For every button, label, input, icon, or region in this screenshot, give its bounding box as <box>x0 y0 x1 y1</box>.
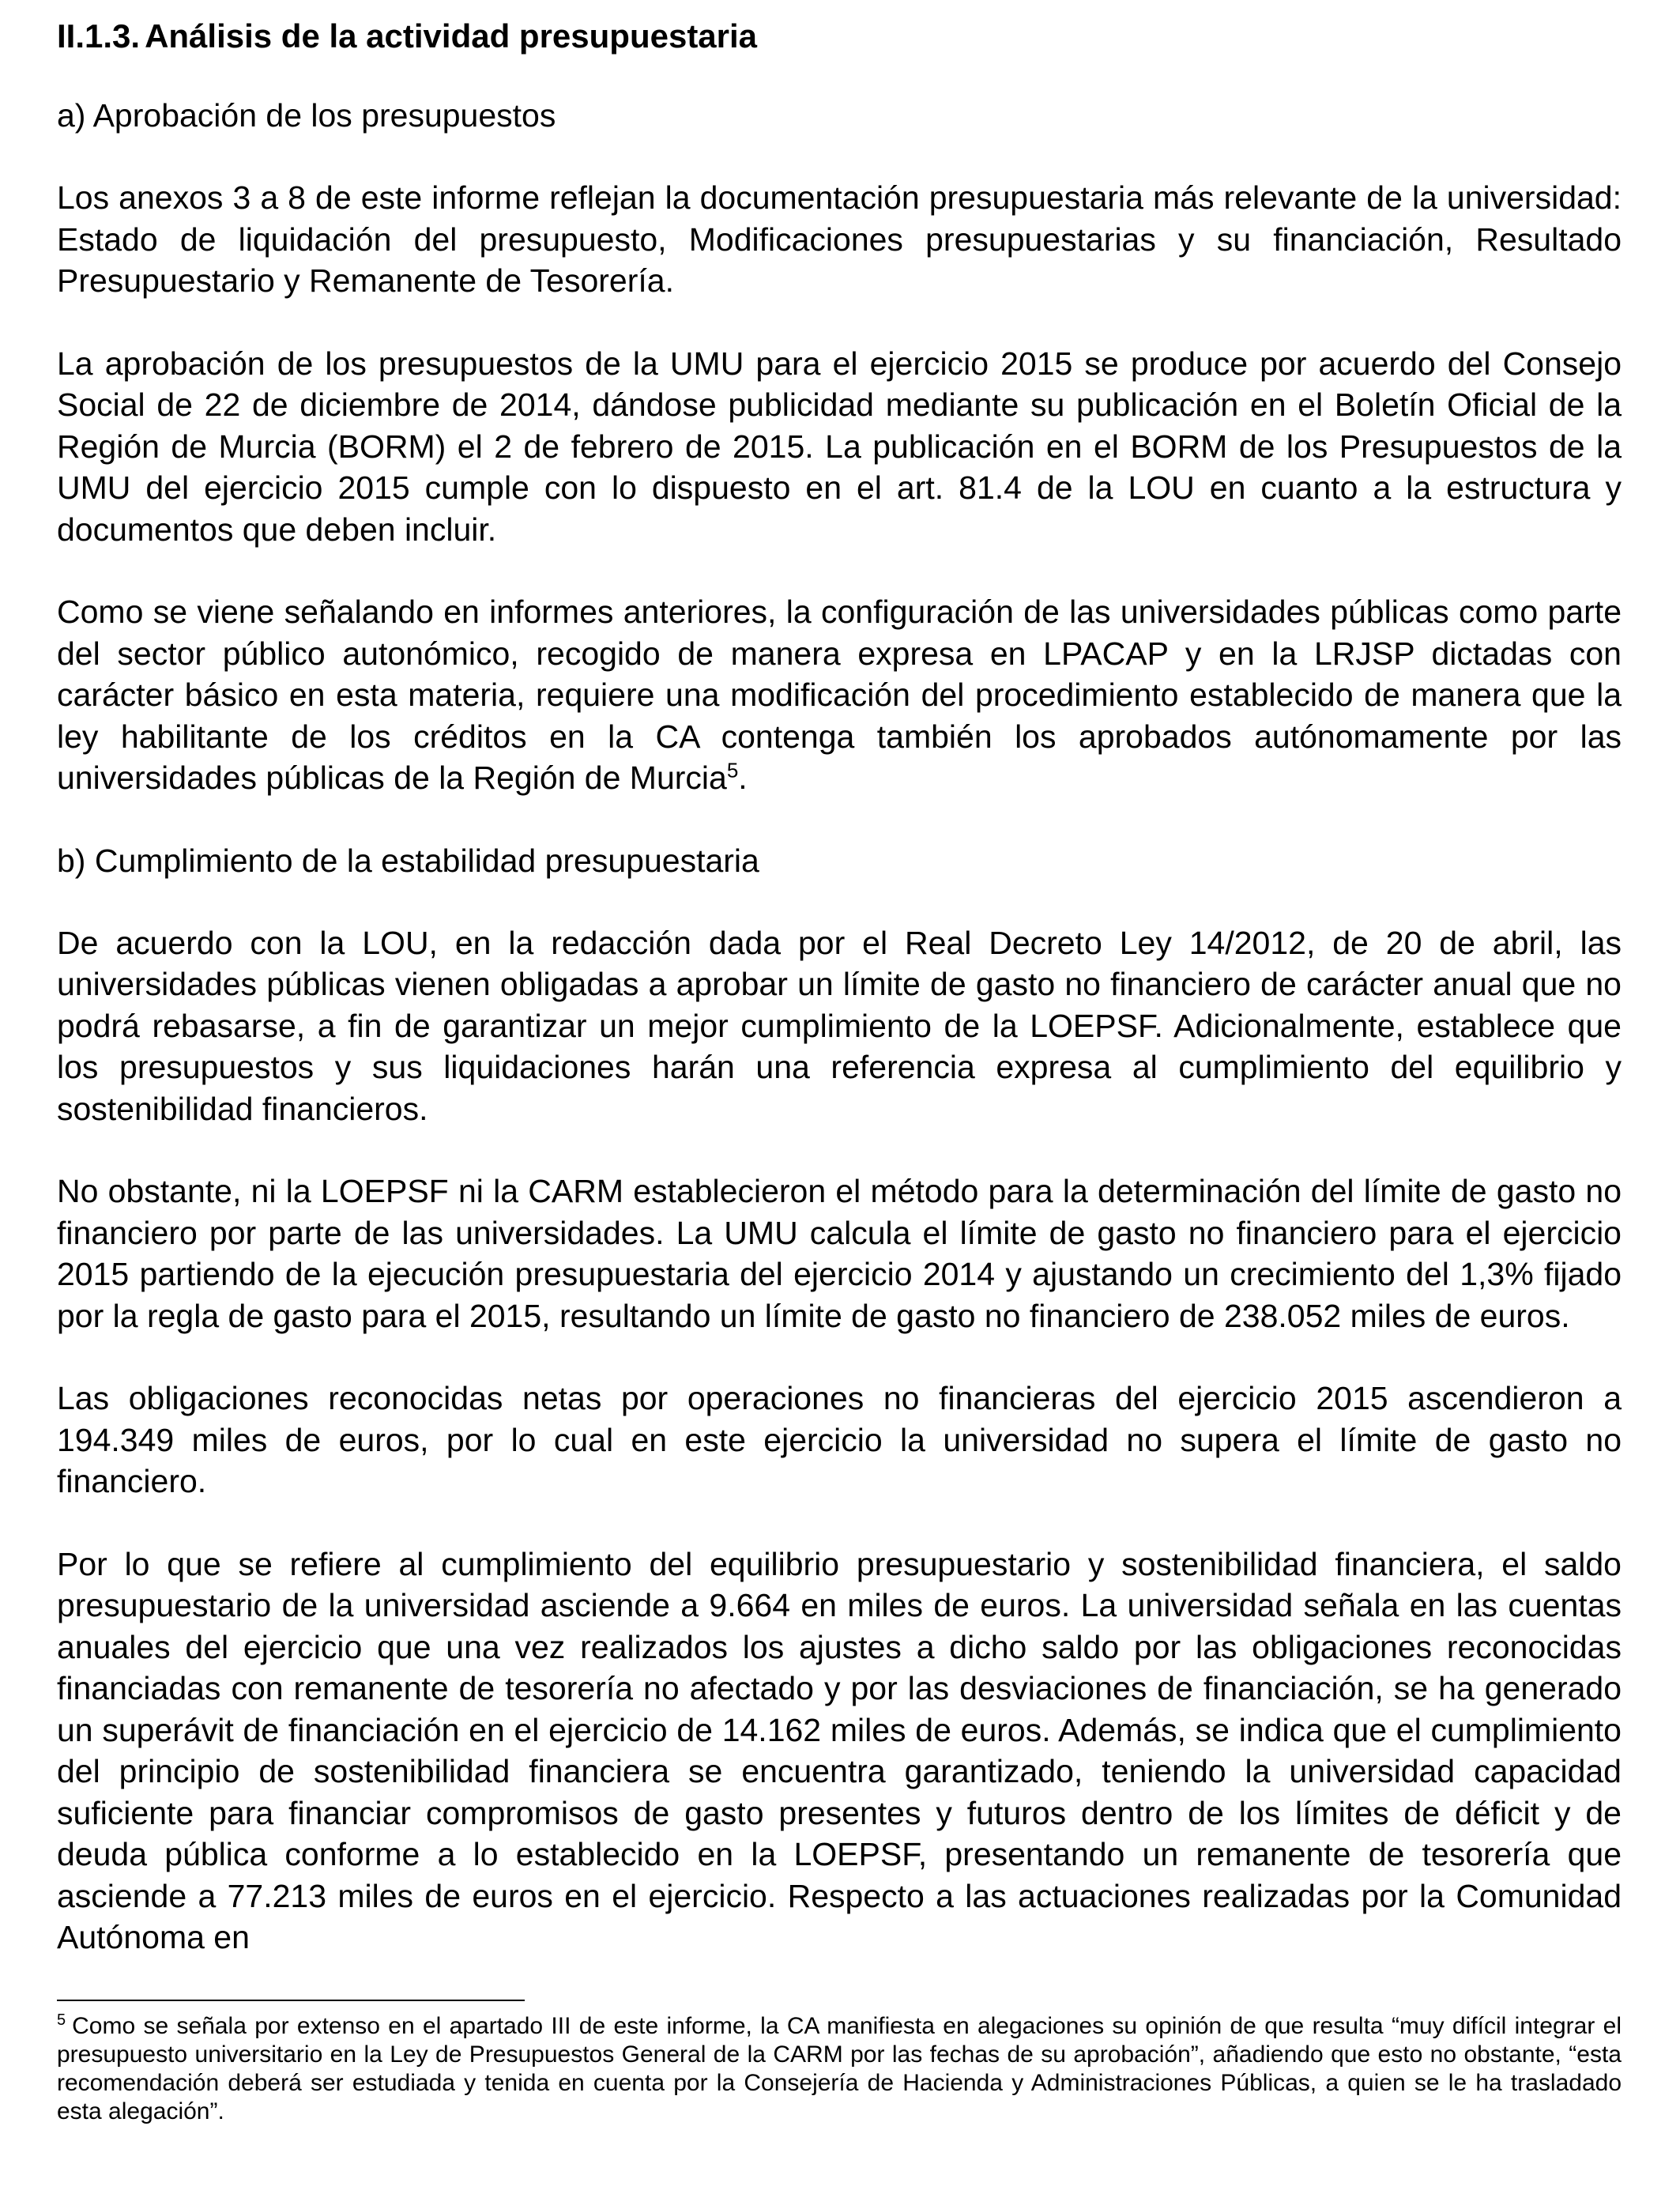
paragraph-3 <box>57 591 1622 799</box>
footnote-marker: 5 <box>57 2011 66 2029</box>
paragraph-1: Los anexos 3 a 8 de este informe reflejan la documentación presupuestaria más relevante de la universidad: Estado de liquidación del presupuesto, Modificaciones presupuestarias y su financiación, Resultado Presupuestario y Remanente de Tesorería. <box>57 179 1622 299</box>
paragraph-3-text: Como se viene señalando en informes anteriores, la configuración de las universidades públicas como parte del sector público autonómico, recogido de manera expresa en LPACAP y en la LRJSP dictadas con carácter básico en esta materia, requiere una modificación del procedimiento establecido de manera que la ley habilitante de los créditos en la CA contenga también los aprobados autónomamente por las universidades públicas de la Región de Murcia <box>57 594 1622 796</box>
footnote-text: Como se señala por extenso en el apartado III de este informe, la CA manifiesta en alegaciones su opinión de que resulta “muy difícil integrar el presupuesto universitario en la Ley de Presupuestos General de la CARM por las fechas de su aprobación”, añadiendo que esto no obstante, “esta recomendación deberá ser estudiada y tenida en cuenta por la Consejería de Hacienda y Administraciones Públicas, a quien se le ha trasladado esta alegación”. <box>57 2013 1622 2124</box>
paragraph-3-end: . <box>738 760 748 796</box>
section-number: II.1.3. <box>57 17 141 55</box>
subheading-b: b) Cumplimiento de la estabilidad presupuestaria <box>57 842 759 879</box>
paragraph-6: Las obligaciones reconocidas netas por operaciones no financieras del ejercicio 2015 ascendieron a 194.349 miles de euros, por lo cual en este ejercicio la universidad no supera el límite de gasto no financiero. <box>57 1380 1622 1499</box>
footnote <box>57 2012 1622 2126</box>
paragraph-2: La aprobación de los presupuestos de la UMU para el ejercicio 2015 se produce por acuerdo del Consejo Social de 22 de diciembre de 2014, dándose publicidad mediante su publicación en el Boletín Oficial de la Región de Murcia (BORM) el 2 de febrero de 2015. La publicación en el BORM de los Presupuestos de la UMU del ejercicio 2015 cumple con lo dispuesto en el art. 81.4 de la LOU en cuanto a la estructura y documentos que deben incluir. <box>57 345 1622 548</box>
document-body <box>57 16 1622 1958</box>
paragraph-5: No obstante, ni la LOEPSF ni la CARM establecieron el método para la determinación del límite de gasto no financiero por parte de las universidades. La UMU calcula el límite de gasto no financiero para el ejercicio 2015 partiendo de la ejecución presupuestaria del ejercicio 2014 y ajustando un crecimiento del 1,3% fijado por la regla de gasto para el 2015, resultando un límite de gasto no financiero de 238.052 miles de euros. <box>57 1173 1622 1334</box>
footnote-separator <box>57 2000 525 2001</box>
paragraph-4: De acuerdo con la LOU, en la redacción dada por el Real Decreto Ley 14/2012, de 20 de abril, las universidades públicas vienen obligadas a aprobar un límite de gasto no financiero de carácter anual que no podrá rebasarse, a fin de garantizar un mejor cumplimiento de la LOEPSF. Adicionalmente, establece que los presupuestos y sus liquidaciones harán una referencia expresa al cumplimiento del equilibrio y sostenibilidad financieros. <box>57 924 1622 1127</box>
section-title: Análisis de la actividad presupuestaria <box>145 17 758 55</box>
section-heading <box>57 16 1622 57</box>
subheading-a: a) Aprobación de los presupuestos <box>57 97 556 134</box>
paragraph-7: Por lo que se refiere al cumplimiento del equilibrio presupuestario y sostenibilidad financiera, el saldo presupuestario de la universidad asciende a 9.664 en miles de euros. La universidad señala en las cuentas anuales del ejercicio que una vez realizados los ajustes a dicho saldo por las obligaciones reconocidas financiadas con remanente de tesorería no afectado y por las desviaciones de financiación, se ha generado un superávit de financiación en el ejercicio de 14.162 miles de euros. Además, se indica que el cumplimiento del principio de sostenibilidad financiera se encuentra garantizado, teniendo la universidad capacidad suficiente para financiar compromisos de gasto presentes y futuros dentro de los límites de déficit y de deuda pública conforme a lo establecido en la LOEPSF, presentando un remanente de tesorería que asciende a 77.213 miles de euros en el ejercicio. Respecto a las actuaciones realizadas por la Comunidad Autónoma en <box>57 1545 1622 1955</box>
footnote-reference: 5 <box>726 758 739 782</box>
